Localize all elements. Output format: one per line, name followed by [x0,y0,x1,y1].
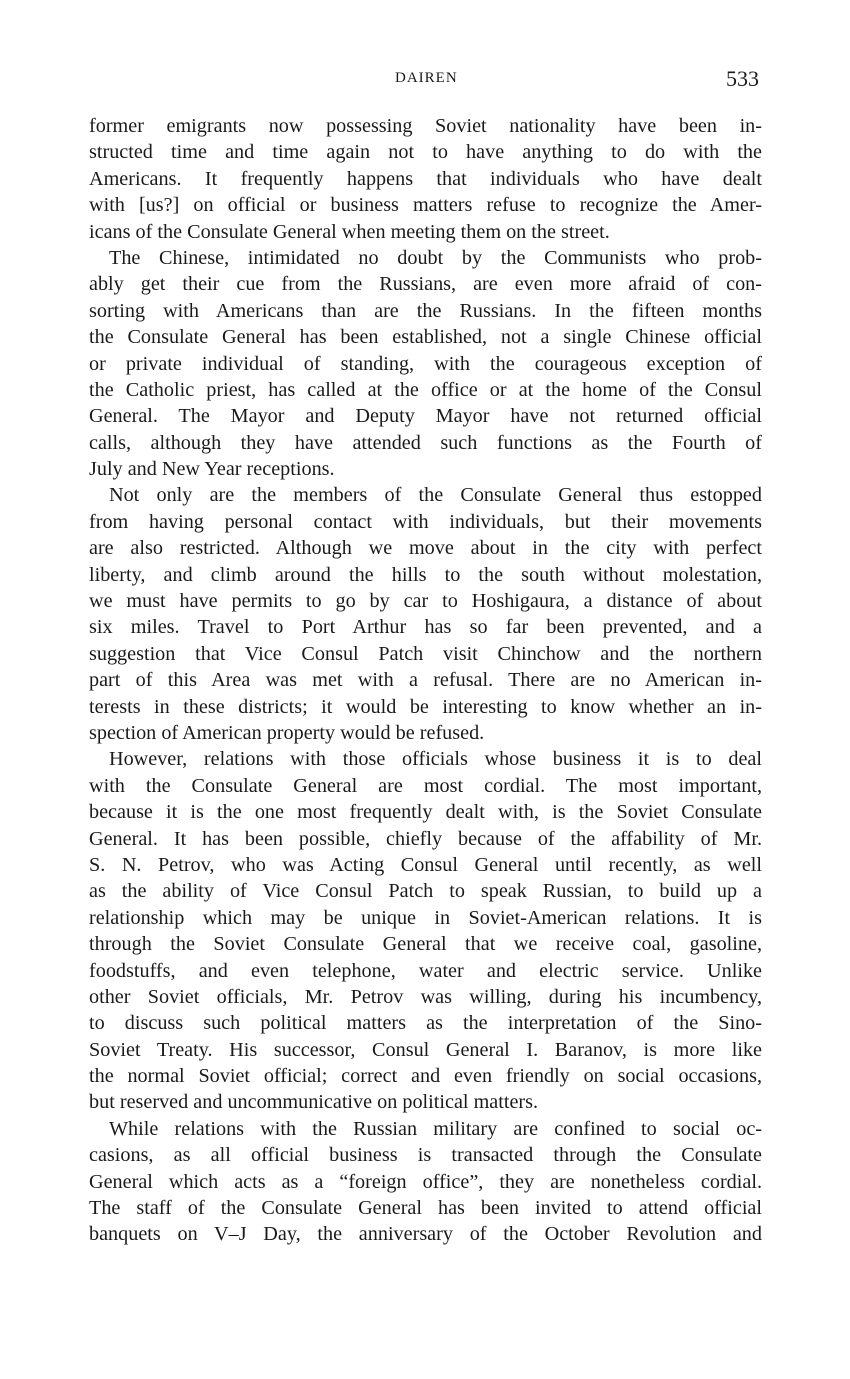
paragraph [89,113,762,245]
text-line: or private individual of standing, with the courageous exception of [89,352,762,375]
text-line: sorting with Americans than are the Russians. In the fifteen months [89,299,762,322]
text-line: from having personal contact with individuals, but their movements [89,510,762,533]
text-line: to discuss such political matters as the interpretation of the Sino- [89,1012,762,1035]
text-line: with the Consulate General are most cordial. The most important, [89,774,762,797]
text-line: S. N. Petrov, who was Acting Consul General until recently, as well [89,853,762,876]
text-line: icans of the Consulate General when meeting them on the street. [89,220,610,243]
paragraph [89,746,762,1115]
text-line: six miles. Travel to Port Arthur has so far been prevented, and a [89,616,762,639]
text-line: ably get their cue from the Russians, are even more afraid of con- [89,273,762,296]
text-line: The Chinese, intimidated no doubt by the Communists who prob- [109,246,762,269]
text-line: spection of American property would be refused. [89,721,485,744]
paragraph [89,1116,762,1248]
text-line: While relations with the Russian military are confined to social oc- [109,1117,762,1140]
text-line: General. The Mayor and Deputy Mayor have not returned official [89,405,762,428]
text-line: relationship which may be unique in Soviet-American relations. It is [89,906,762,929]
text-line: the normal Soviet official; correct and even friendly on social occasions, [89,1065,762,1088]
text-line: through the Soviet Consulate General that we receive coal, gasoline, [89,933,762,956]
text-line: General. It has been possible, chiefly because of the affability of Mr. [89,827,762,850]
text-line: because it is the one most frequently dealt with, is the Soviet Consulate [89,801,762,824]
text-line: as the ability of Vice Consul Patch to speak Russian, to build up a [89,880,762,903]
text-line: foodstuffs, and even telephone, water and electric service. Unlike [89,959,762,982]
text-line: General which acts as a “foreign office”, they are nonetheless cordial. [89,1170,762,1193]
text-line: calls, although they have attended such functions as the Fourth of [89,431,762,454]
text-line: casions, as all official business is transacted through the Consulate [89,1144,762,1167]
text-line: but reserved and uncommunicative on political matters. [89,1091,539,1114]
text-line: are also restricted. Although we move about in the city with perfect [89,537,762,560]
text-line: the Catholic priest, has called at the office or at the home of the Consul [89,378,762,401]
text-line: part of this Area was met with a refusal. There are no American in- [89,669,762,692]
text-line: July and New Year receptions. [89,458,335,481]
text-line: Not only are the members of the Consulate General thus estopped [109,484,762,507]
running-title: DAIREN [395,70,458,86]
text-line: we must have permits to go by car to Hoshigaura, a distance of about [89,590,762,613]
text-line: The staff of the Consulate General has been invited to attend official [89,1197,762,1220]
text-line: structed time and time again not to have anything to do with the [89,141,762,164]
text-line: terests in these districts; it would be interesting to know whether an in- [89,695,762,718]
page-number: 533 [726,66,759,91]
text-line: liberty, and climb around the hills to the south without molestation, [89,563,762,586]
text-line: However, relations with those officials whose business it is to deal [109,748,762,771]
paragraph [89,482,762,746]
text-line: former emigrants now possessing Soviet nationality have been in- [89,115,762,137]
body-text [89,113,762,1248]
text-line: Americans. It frequently happens that individuals who have dealt [89,167,762,190]
text-line: Soviet Treaty. His successor, Consul General I. Baranov, is more like [89,1038,762,1061]
text-line: the Consulate General has been established, not a single Chinese official [89,326,762,349]
text-line: suggestion that Vice Consul Patch visit Chinchow and the northern [89,642,762,665]
text-line: banquets on V–J Day, the anniversary of the October Revolution and [89,1223,762,1246]
text-line: other Soviet officials, Mr. Petrov was willing, during his incumbency, [89,985,762,1008]
paragraph [89,245,762,483]
text-line: with [us?] on official or business matters refuse to recognize the Amer- [89,194,762,217]
